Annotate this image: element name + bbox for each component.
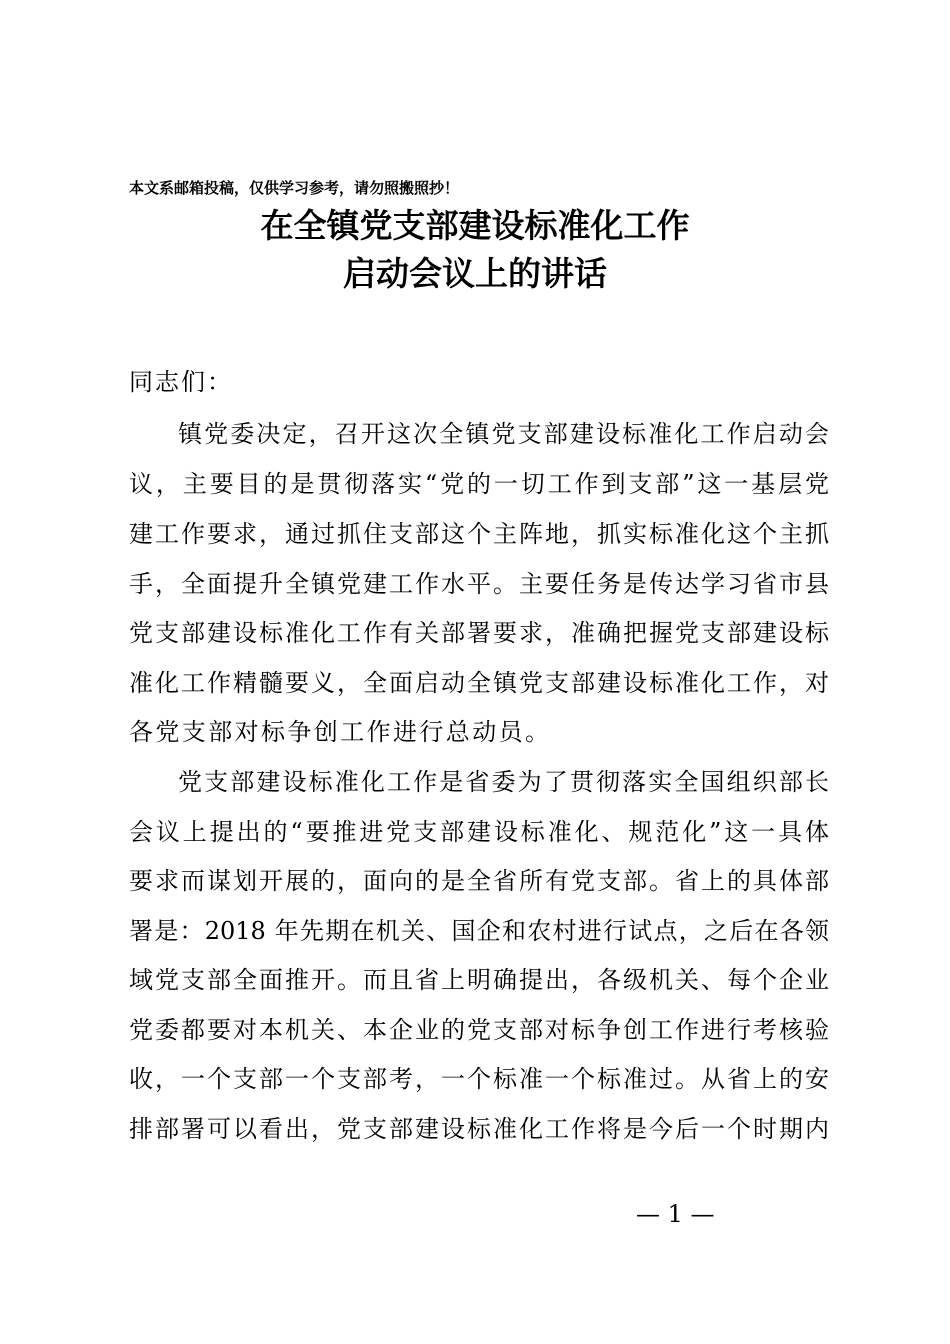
paragraph-line: 建工作要求，通过抓住支部这个主阵地，抓实标准化这个主抓 [129, 520, 829, 548]
page-number: — 1 — [636, 1200, 715, 1228]
paragraph-line: 手，全面提升全镇党建工作水平。主要任务是传达学习省市县 [129, 570, 829, 598]
paragraph-line: 镇党委决定，召开这次全镇党支部建设标准化工作启动会 [178, 420, 829, 448]
paragraph-line: 排部署可以看出，党支部建设标准化工作将是今后一个时期内 [129, 1115, 829, 1143]
paragraph-line: 会议上提出的“要推进党支部建设标准化、规范化”这一具体 [129, 818, 829, 846]
paragraph-line: 准化工作精髓要义，全面启动全镇党支部建设标准化工作，对 [129, 669, 829, 697]
document-title-line-2: 启动会议上的讲话 [343, 254, 607, 293]
paragraph-line: 要求而谋划开展的，面向的是全省所有党支部。省上的具体部 [129, 867, 829, 895]
salutation: 同志们： [129, 368, 233, 396]
paragraph-line: 域党支部全面推开。而且省上明确提出，各级机关、每个企业 [129, 966, 829, 994]
paragraph-line: 议，主要目的是贯彻落实“党的一切工作到支部”这一基层党 [129, 470, 829, 498]
paragraph-line: 各党支部对标争创工作进行总动员。 [129, 718, 552, 746]
submission-notice: 本文系邮箱投稿，仅供学习参考，请勿照搬照抄！ [129, 179, 460, 197]
paragraph-line: 党支部建设标准化工作是省委为了贯彻落实全国组织部长 [178, 768, 829, 796]
document-title-line-1: 在全镇党支部建设标准化工作 [260, 206, 690, 245]
paragraph-line: 党支部建设标准化工作有关部署要求，准确把握党支部建设标 [129, 619, 829, 647]
paragraph-line: 党委都要对本机关、本企业的党支部对标争创工作进行考核验 [129, 1016, 829, 1044]
paragraph-line: 署是：2018 年先期在机关、国企和农村进行试点，之后在各领 [129, 917, 829, 945]
paragraph-line: 收，一个支部一个支部考，一个标准一个标准过。从省上的安 [129, 1065, 829, 1093]
